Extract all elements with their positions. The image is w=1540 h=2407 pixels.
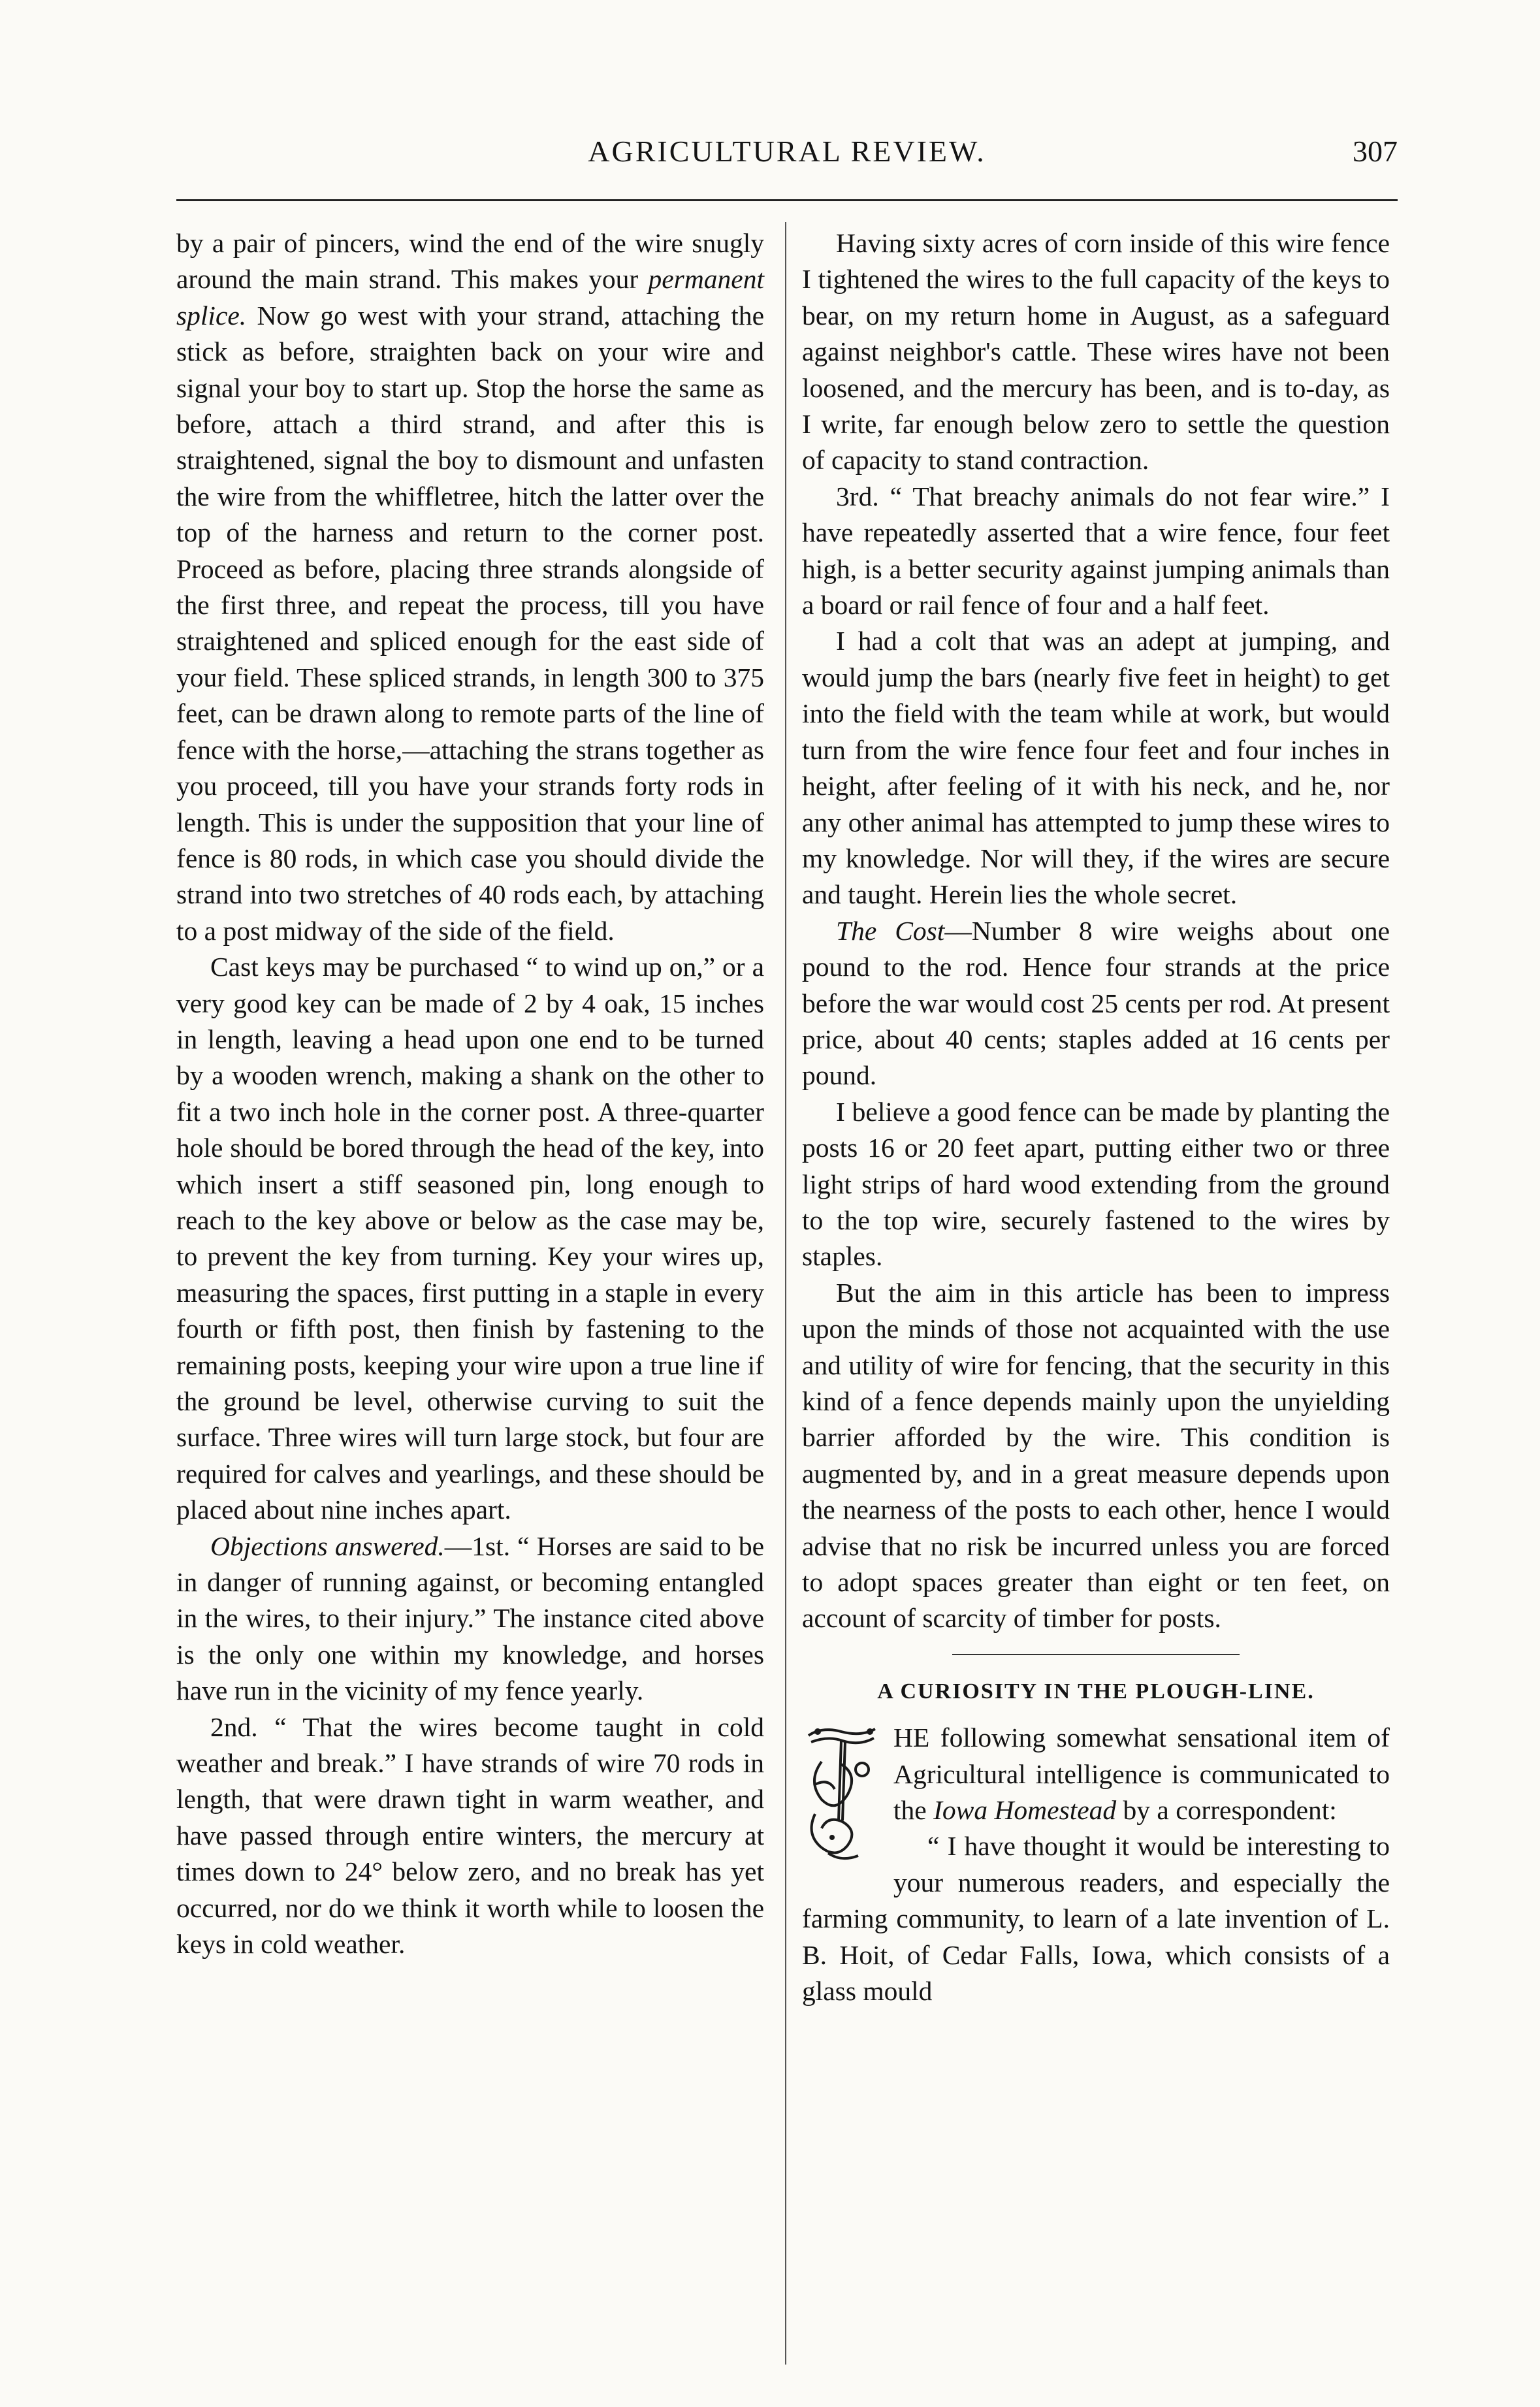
section-rule	[952, 1654, 1240, 1655]
emphasis-text: Objections answered.	[210, 1530, 445, 1561]
text-run: by a correspondent:	[1116, 1795, 1337, 1826]
section-paragraph: “ I have thought it would be interesting to your numerous readers, and especially the farming community, to learn of a late invention of L. B. Hoit, of Cedar Falls, Iowa, which consists of a glass mould	[802, 1831, 1390, 2007]
emphasis-text: Iowa Homestead	[933, 1795, 1117, 1826]
paragraph: 3rd. “ That breachy animals do not fear wire.” I have repeatedly asserted that a wire fence, four feet high, is a better security against jumping animals than a board or rail fence of four and a half feet.	[802, 481, 1390, 621]
page-number: 307	[1353, 135, 1398, 168]
text-run: Now go west with your strand, attaching the stick as before, straighten back on your wire and signal your boy to start up. Stop the horse the same as before, attach a third strand, and after this is straightened, signal the boy to dismount and unfasten the wire from the whiffletree, hitch the latter over the top of the harness and return to the corner post. Proceed as before, placing three strands alongside of the first three, and repeat the process, till you have straightened and spliced enough for the east side of your field. These spliced strands, in length 300 to 375 feet, can be drawn along to remote parts of the line of fence with the horse,—attaching the strans together as you proceed, till you have your strands forty rods in length. This is under the supposition that your line of fence is 80 rods, in which case you should divide the strand into two stretches of 40 rods each, by attaching to a post midway of the side of the field.	[176, 300, 764, 946]
paragraph: Cast keys may be purchased “ to wind up on,” or a very good key can be made of 2 by 4 oak, 15 inches in length, leaving a head upon one end to be turned by a wooden wrench, making a shank on the other to fit a two inch hole in the corner post. A three-quarter hole should be bored through the head of the key, into which insert a stiff seasoned pin, long enough to reach to the key above or below as the case may be, to prevent the key from turning. Key your wires up, measuring the spaces, first putting in a staple in every fourth or fifth post, then finish by fastening to the remaining posts, keeping your wire upon a true line if the ground be level, otherwise curving to suit the surface. Three wires will turn large stock, but four are required for calves and yearlings, and these should be placed about nine inches apart.	[176, 952, 764, 1525]
text-run: —1st. “ Horses are said to be in danger of running against, or becoming entangled in the wires, to their injury.” The instance cited above is the only one within my knowledge, and horses have run in the vicinity of my fence yearly.	[176, 1530, 764, 1706]
paragraph: I believe a good fence can be made by planting the posts 16 or 20 feet apart, putting either two or three light strips of hard wood extending from the ground to the top wire, securely fastened to the wires by staples.	[802, 1096, 1390, 1272]
paragraph	[802, 913, 1390, 1094]
page-header	[176, 134, 1398, 186]
header-rule	[176, 199, 1398, 201]
section-heading: A CURIOSITY IN THE PLOUGH-LINE.	[877, 1679, 1315, 1704]
emphasis-text: The Cost	[836, 915, 945, 946]
paragraph: But the aim in this article has been to impress upon the minds of those not acquainted with the use and utility of wire for fencing, that the security in this kind of a fence depends mainly upon the unyielding barrier afforded by the wire. This condition is augmented by, and in a great measure depends upon the nearness of the posts to each other, hence I would advise that no risk be incurred unless you are forced to adopt spaces greater than eight or ten feet, on account of scarcity of timber for posts.	[802, 1277, 1390, 1634]
paragraph: Having sixty acres of corn inside of this wire fence I tightened the wires to the full capacity of the keys to bear, on my return home in August, as a safeguard against neighbor's cattle. These wires have not been loosened, and the mercury has been, and is to-day, as I write, far enough below zero to settle the question of capacity to stand contraction.	[802, 228, 1390, 476]
ornamental-dropcap-t	[802, 1722, 882, 1867]
running-title: AGRICULTURAL REVIEW.	[588, 135, 986, 168]
paragraph: I had a colt that was an adept at jumping, and would jump the bars (nearly five feet in height) to get into the field with the team while at work, but would turn from the wire fence four feet and four inches in height, after feeling of it with his neck, and he, nor any other animal has attempted to jump these wires to my knowledge. Nor will they, if the wires are secure and taught. Herein lies the whole secret.	[802, 626, 1390, 910]
column-divider	[785, 222, 786, 2365]
right-column	[802, 225, 1390, 2374]
dropcap-t-icon	[802, 1722, 882, 1867]
paragraph	[176, 1528, 764, 1709]
emphasis-text: permanent splice.	[176, 264, 764, 331]
text-run: —Number 8 wire weighs about one pound to the rod. Hence four strands at the price before the war would cost 25 cents per rod. At present price, about 40 cents; staples added at 16 cents per pound.	[802, 915, 1390, 1091]
paragraph	[176, 225, 764, 949]
text-run: by a pair of pincers, wind the end of the wire snugly around the main strand. This makes your	[176, 228, 764, 295]
paragraph: 2nd. “ That the wires become taught in cold weather and break.” I have strands of wire 70 rods in length, that were drawn tight in warm weather, and have passed through entire winters, the mercury at times down to 24° below zero, and no break has yet occurred, nor do we think it worth while to loosen the keys in cold weather.	[176, 1711, 764, 1960]
text-run: HE following somewhat sensational item of Agricultural intelligence is communicated to the	[893, 1722, 1390, 1826]
left-column	[176, 225, 764, 2374]
section-paragraph	[802, 1720, 1390, 1828]
section-lead	[802, 1720, 1390, 2009]
